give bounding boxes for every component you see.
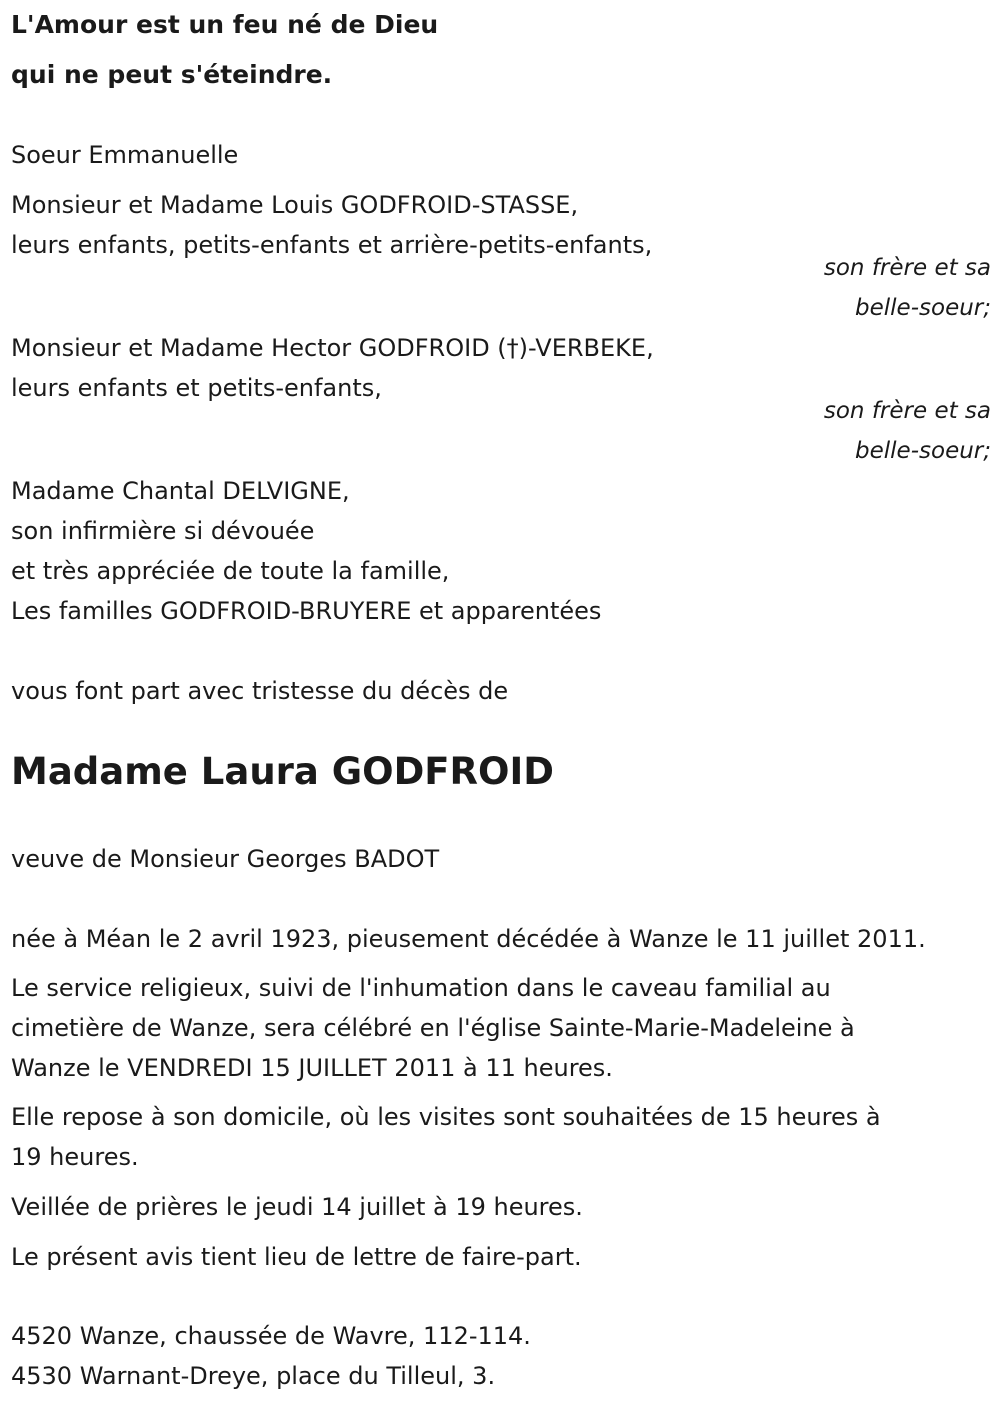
families-line: Les familles GODFROID-BRUYERE et apparentées (11, 597, 602, 625)
family-group-1-relation-2: belle-soeur; (855, 295, 991, 321)
announcement: vous font part avec tristesse du décès de (11, 677, 509, 705)
widow-line: veuve de Monsieur Georges BADOT (11, 845, 440, 873)
notice-line: Le présent avis tient lieu de lettre de faire-part. (11, 1243, 582, 1271)
address-line-2: 4530 Warnant-Dreye, place du Tilleul, 3. (11, 1362, 496, 1390)
family-group-2-relation-2: belle-soeur; (855, 438, 991, 464)
vigil-line: Veillée de prières le jeudi 14 juillet à 19 heures. (11, 1193, 583, 1221)
service-line-1: Le service religieux, suivi de l'inhumation dans le caveau familial au (11, 974, 831, 1002)
address-line-1: 4520 Wanze, chaussée de Wavre, 112-114. (11, 1322, 531, 1350)
deceased-name: Madame Laura GODFROID (11, 750, 554, 793)
rest-line-1: Elle repose à son domicile, où les visites sont souhaitées de 15 heures à (11, 1103, 881, 1131)
nurse-line-2: son infirmière si dévouée (11, 517, 315, 545)
family-group-1-line-1: Monsieur et Madame Louis GODFROID-STASSE, (11, 191, 579, 219)
sister-name: Soeur Emmanuelle (11, 141, 239, 169)
nurse-line-3: et très appréciée de toute la famille, (11, 557, 450, 585)
epigraph-line-2: qui ne peut s'éteindre. (11, 60, 333, 89)
epigraph-line-1: L'Amour est un feu né de Dieu (11, 10, 439, 39)
nurse-line-1: Madame Chantal DELVIGNE, (11, 477, 350, 505)
birth-death-line: née à Méan le 2 avril 1923, pieusement décédée à Wanze le 11 juillet 2011. (11, 925, 926, 953)
family-group-2-line-1: Monsieur et Madame Hector GODFROID (†)-VERBEKE, (11, 334, 654, 362)
rest-line-2: 19 heures. (11, 1143, 139, 1171)
family-group-2-line-2: leurs enfants et petits-enfants, (11, 374, 382, 402)
family-group-2-relation-1: son frère et sa (823, 398, 991, 424)
family-group-1-line-2: leurs enfants, petits-enfants et arrière-petits-enfants, (11, 231, 653, 259)
family-group-1-relation-1: son frère et sa (823, 255, 991, 281)
service-line-3: Wanze le VENDREDI 15 JUILLET 2011 à 11 heures. (11, 1054, 613, 1082)
service-line-2: cimetière de Wanze, sera célébré en l'église Sainte-Marie-Madeleine à (11, 1014, 855, 1042)
